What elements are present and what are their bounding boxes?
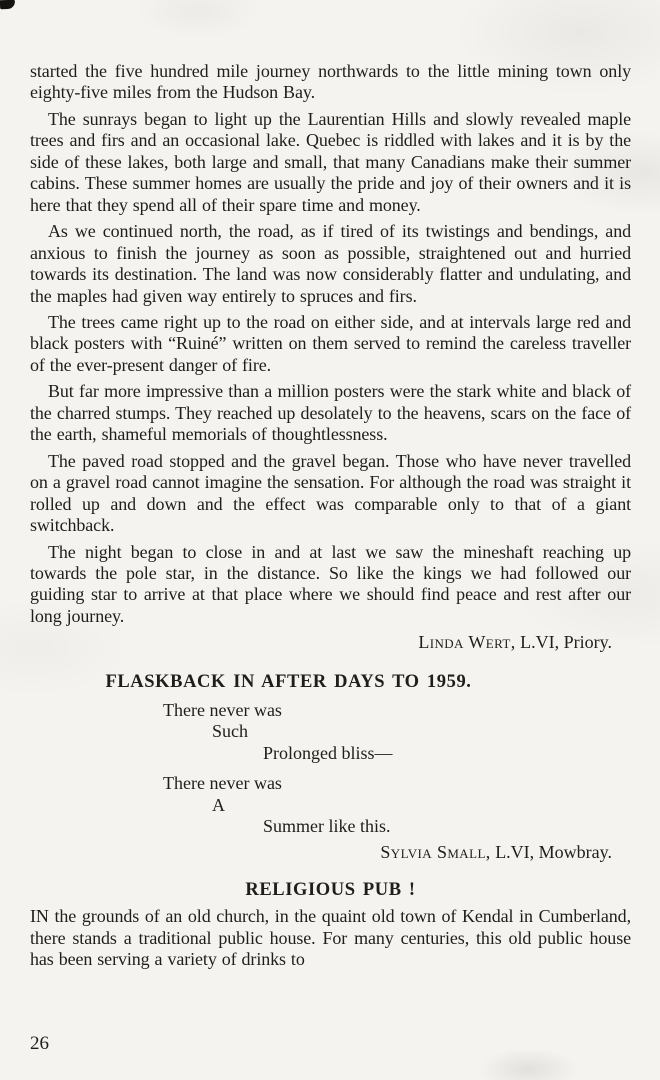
article-flashback [30, 672, 631, 864]
story-paragraph: The trees came right up to the road on either side, and at intervals large red and black posters with “Ruiné” written on them served to remind the careless traveller of the ever-present danger of fire. [30, 311, 631, 375]
section-heading-religious-pub: RELIGIOUS PUB ! [245, 880, 416, 901]
article-canada-journey [30, 61, 631, 654]
poem-line: A [212, 794, 225, 815]
poem-line: There never was [163, 773, 282, 794]
poem-line: Prolonged bliss— [263, 742, 393, 763]
scan-artifact-corner [0, 0, 15, 9]
section-heading-flashback: FLASKBACK IN AFTER DAYS TO 1959. [105, 671, 472, 692]
story-paragraph: The sunrays began to light up the Laurentian Hills and slowly revealed maple trees and firs and an occasional lake. Quebec is riddled with lakes and it is by the side of these lakes, both large and small, that many Canadians make their summer cabins. These summer homes are usually the pride and joy of their owners and it is here that they spend all of their spare time and money. [30, 108, 631, 215]
story-paragraph: The night began to close in and at last we saw the mineshaft reaching up towards the pole star, in the distance. So like the kings we had followed our guiding star to arrive at that place where we should find peace and rest after our long journey. [30, 541, 631, 626]
story-paragraph: As we continued north, the road, as if tired of its twistings and bendings, and anxious to finish the journey as soon as possible, straightened out and hurried towards its destination. The land was now considerably flatter and undulating, and the maples had given way entirely to spruces and firs. [30, 221, 631, 306]
author-name: Sylvia Small, [380, 841, 491, 862]
page-content [30, 61, 631, 971]
poem-line: Such [212, 721, 248, 742]
byline-linda-wert [30, 632, 631, 654]
story-paragraph: But far more impressive than a million posters were the stark white and black of the charred stumps. They reached up desolately to the heavens, scars on the face of the earth, shameful memorials of thoughtlessness. [30, 381, 631, 445]
story-paragraph: IN the grounds of an old church, in the quaint old town of Kendal in Cumberland, there stands a traditional public house. For many centuries, this old public house has been serving a variety of drinks to [30, 906, 631, 970]
story-paragraph: started the five hundred mile journey northwards to the little mining town only eighty-five miles from the Hudson Bay. [30, 61, 631, 103]
author-affiliation: L.VI, Mowbray. [495, 841, 612, 862]
author-affiliation: L.VI, Priory. [520, 632, 612, 653]
story-paragraph: The paved road stopped and the gravel began. Those who have never travelled on a gravel road cannot imagine the sensation. For although the road was straight it rolled up and down and the effect was comparable only to that of a giant switchback. [30, 450, 631, 536]
article-religious-pub [30, 880, 631, 970]
byline-sylvia-small [30, 842, 631, 864]
author-name: Linda Wert, [418, 632, 516, 653]
poem-line: There never was [163, 699, 282, 720]
poem-line: Summer like this. [263, 816, 391, 837]
page-number: 26 [30, 1033, 49, 1054]
poem [30, 700, 631, 838]
